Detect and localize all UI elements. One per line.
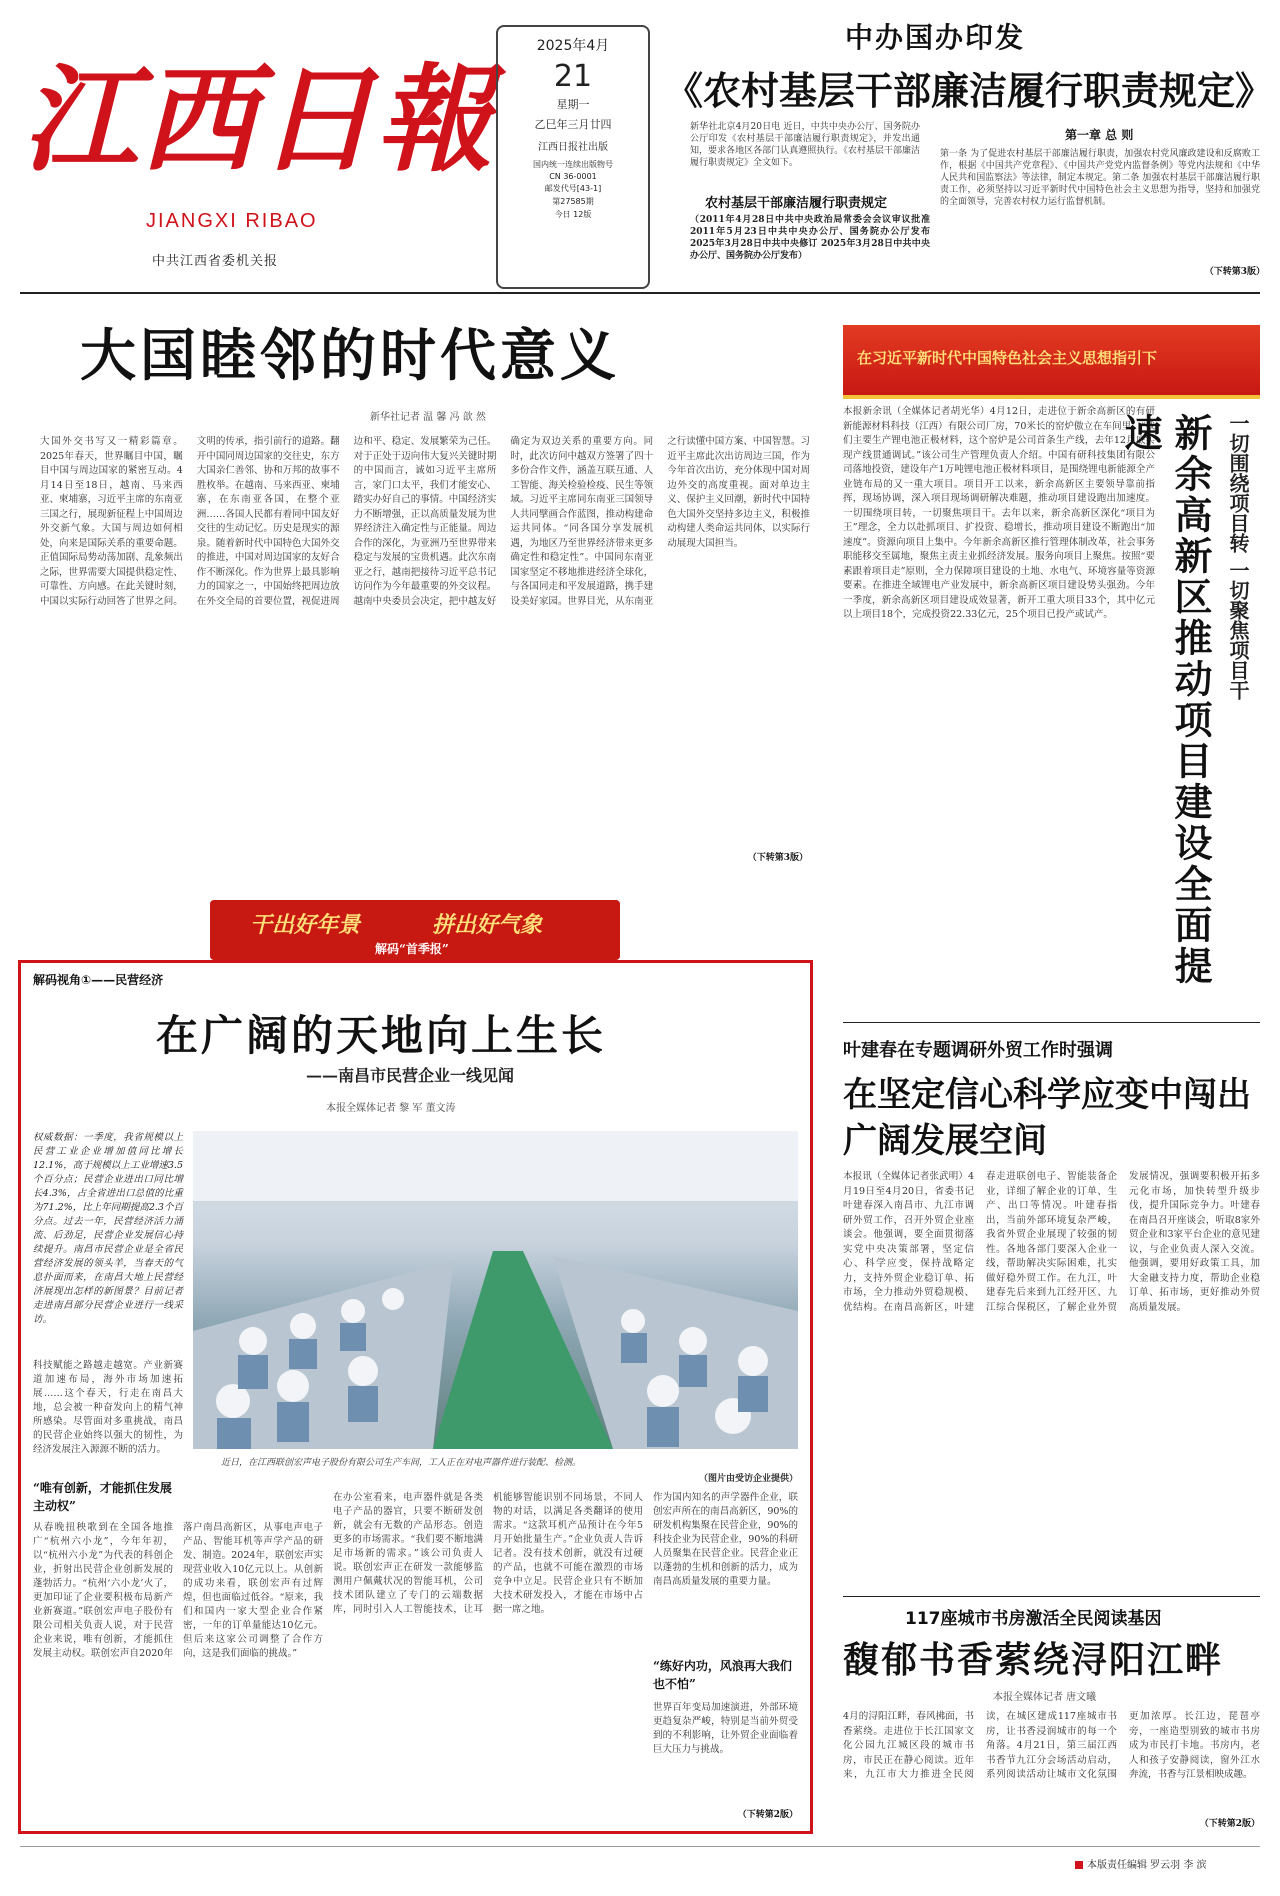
feature-photo: [193, 1131, 798, 1449]
side-story-slogan: 一切围绕项目转 一切聚焦项目干: [1226, 413, 1250, 700]
red-banner-text: 在习近平新时代中国特色社会主义思想指引下: [857, 349, 1158, 367]
feature-body-1: 科技赋能之路越走越宽。产业新赛道加速布局，海外市场加速拓展……这个春天，行走在南昌大地，总会被一种奋发向上的精气神所感染。尽管面对多重挑战，南昌的民营企业始终以强大的韧性，为经济发展注入源源不断的活力。: [33, 1360, 183, 1455]
feature-series: 解码视角①——民营经济: [33, 973, 164, 987]
top-story-headline: 《农村基层干部廉洁履行职责规定》: [665, 68, 1274, 113]
lead-article: [20, 300, 820, 880]
feature-body-4: 作为国内知名的声学器件企业，联创宏声所在的南昌高新区，90%的研发机构集聚在民营企业，90%的科技企业为民营企业，90%的科研人员聚集在民营企业。民营企业正以蓬勃的生机和创新的活力，成为南昌高质量发展的重要力量。: [653, 1492, 798, 1587]
feature-banner-left: 干出好年景: [250, 913, 361, 938]
lead-headline: 大国睦邻的时代意义: [80, 324, 620, 389]
second-story-headline: 在坚定信心科学应变中闯出广阔发展空间: [843, 1075, 1251, 1161]
masthead-pinyin: JIANGXI RIBAO: [146, 210, 318, 232]
footer-square-icon: [1075, 1861, 1083, 1869]
feature-subhead-1: “唯有创新，才能抓住发展主动权”: [33, 1481, 172, 1513]
feature-banner: [210, 900, 620, 960]
date-pages: 今日 12版: [554, 210, 592, 219]
date-cn: CN 36-0001: [549, 172, 597, 181]
date-cn-label: 国内统一连续出版物号: [533, 160, 613, 169]
date-publisher: 江西日报社出版: [538, 142, 608, 153]
side-story-body: 本报新余讯（全媒体记者胡光华）4月12日，走进位于新余高新区的有研新能源材料科技（江西）有限公司厂房，70米长的窑炉傲立在车间里。“我们主要生产锂电池正极材料，这个窑炉是公司首条生产线，去年12月底实现产线贯通调试。”该公司生产管理负责人介绍。中国有研科技集团有限公司落地投资，建设年产1万吨锂电池正极材料项目，是围绕锂电新能源全产业链布局的又一重大项目。项目开工以来，新余高新区主要领导靠前指挥，现场协调，深入项目现场调研解决难题，推动项目建设跑出加速度。一切围绕项目转，一切聚焦项目干。去年以来，新余高新区深化“项目为王”理念，全力以赴抓项目、扩投资、稳增长，推动项目建设不断跑出“加速度”。资源向项目上集中。今年新余高新区推行管理体制改革，社会事务职能移交至属地，聚焦主责主业抓经济发展。服务向项目上聚焦。按照“要素跟着项目走”原则，全力保障项目建设的土地、水电气、环境容量等资源要素。在推进全域锂电产业发展中，新余高新区项目建设势头强劲。今年一季度，新余高新区项目建设成效显著，新开工重大项目33个，其中亿元以上项目18个，完成投资22.33亿元，25个项目已投产或试产。: [843, 406, 1155, 620]
lead-body: 大国外交书写又一精彩篇章。2025年春天，世界瞩目中国，瞩目中国与周边国家的紧密互动。4月14日至18日，越南、马来西亚、柬埔寨，习近平主席的东南亚三国之行，展现新征程上中国周边外交新气象。大国与周边如何相处，向来是国际关系的重要命题。正值国际局势动荡加剧、乱象频出之际，世界需要大国提供稳定性、可靠性、方向感。在此关键时刻，中国以实际行动回答了世界之问。文明的传承，指引前行的道路。翻开中国同周边国家的交往史，东方大国亲仁善邻、协和万邦的故事不胜枚举。在越南、马来西亚、柬埔寨，在东南亚各国，在整个亚洲……各国人民都有着同中国友好交往的生动记忆。历史是现实的源泉。随着新时代中国特色大国外交的推进，中国对周边国家的友好合作不断深化。作为世界上最具影响力的国家之一，中国始终把周边放在外交全局的首要位置，视促进周边和平、稳定、发展繁荣为己任。对于正处于迈向伟大复兴关键时期的中国而言，诚如习近平主席所言，家门口太平，我们才能安心、踏实办好自己的事情。中国经济实力不断增强，正以高质量发展为世界经济注入确定性与正能量。周边合作的深化，为亚洲乃至世界带来稳定与发展的宝贵机遇。此次东南亚之行，越南把接待习近平总书记访问作为今年最重要的外交议程。越南中央委员会决定，把中越友好确定为双边关系的重要方向。同时，此次访问中越双方签署了四十多份合作文件，涵盖互联互通、人工智能、海关检验检疫、民生等领域。习近平主席同东南亚三国领导人共同擘画合作蓝图，推动构建命运共同体。“同各国分享发展机遇，为地区乃至世界经济带来更多确定性和稳定性”。中国同东南亚国家坚定不移地推进经济全球化，与各国同走和平发展道路，携手建设美好家园。世界目光，从东南亚之行读懂中国方案、中国智慧。习近平主席此次出访周边三国，作为今年首次出访，充分体现中国对周边外交的高度重视。面对单边主义、保护主义回潮，新时代中国特色大国外交坚持多边主义，积极推动构建人类命运共同体，以实际行动展现大国担当。: [40, 436, 810, 607]
feature-body-3: 在办公室看来，电声器件就是各类电子产品的器官，只要不断研发创新，就会有无数的产品形态。创造更多的市场需求。“我们要不断地满足市场新的需求。”该公司负责人说。联创宏声正在研发一款能够监测用户佩戴状况的智能耳机，公司技术团队建立了专门的云端数据库，同时引入人工智能技术，让耳机能够智能识别不同场景，不同人物的对话，以满足各类翻译的使用需求。“这款耳机产品预计在今年5月开始批量生产。”企业负责人告诉记者。没有技术创新，就没有过硬的产品，也就不可能在激烈的市场竞争中立足。民营企业只有不断加大技术研发投入，才能在市场中占据一席之地。: [333, 1492, 643, 1615]
side-story: [843, 405, 1260, 1015]
feature-body-2: 从春晚扭秧歌到在全国各地推广“杭州六小龙”，今年年初，以“杭州六小龙”为代表的科创企业，折射出民营企业创新发展的蓬勃活力。“杭州‘六小龙’火了，更加印证了企业要积极布局新产业新赛道。”联创宏声电子股份有限公司相关负责人说，对于民营企业来说，唯有创新，才能抓住发展主动权。联创宏声自2020年落户南昌高新区，从事电声电子产品、智能耳机等声学产品的研发、制造。2024年，联创宏声实现营业收入10亿元以上。从创新的成功来看，联创宏声有过辉煌，但也面临过低谷。“原来，我们和国内一家大型企业合作紧密，一年的订单量能达10亿元。但后来这家公司调整了合作方向，这是我们面临的挑战。”: [33, 1522, 323, 1659]
feature-box: [18, 960, 813, 1834]
feature-headline: 在广阔的天地向上生长: [156, 1011, 607, 1060]
top-story-kicker: 中办国办印发: [845, 21, 1026, 54]
second-story: [843, 1032, 1260, 1592]
date-box: [496, 25, 650, 289]
date-lunar: 乙巳年三月廿四: [534, 118, 612, 131]
masthead-organ: 中共江西省委机关报: [152, 254, 279, 269]
lead-jump: （下转第3版）: [744, 850, 808, 863]
lead-byline: 新华社记者 温 馨 冯 歆 然: [370, 412, 486, 423]
top-story: [665, 16, 1274, 281]
feature-subhead-2: “练好内功，风浪再大我们也不怕”: [653, 1659, 792, 1691]
feature-jump: （下转第2版）: [737, 1810, 798, 1820]
masthead-logo: 江西日報: [22, 52, 494, 188]
top-story-lead: 新华社北京4月20日电 近日，中共中央办公厅、国务院办公厅印发《农村基层干部廉洁履行职责规定》，并发出通知，要求各地区各部门认真遵照执行。《农村基层干部廉洁履行职责规定》全文如下。: [690, 122, 920, 168]
feature-body-5: 世界百年变局加速演进，外部环境更趋复杂严峻，特别是当前外贸受到的不利影响，让外贸企业面临着巨大压力与挑战。: [653, 1702, 798, 1755]
feature-banner-sub: 解码“首季报”: [375, 942, 449, 956]
feature-banner-right: 拼出好气象: [432, 913, 543, 938]
feature-caption: 近日，在江西联创宏声电子股份有限公司生产车间，工人正在对电声器件进行装配、检测。: [221, 1458, 582, 1468]
top-story-jump: （下转第3版）: [1204, 267, 1265, 277]
third-story-kicker: 117座城市书房激活全民阅读基因: [905, 1609, 1162, 1629]
second-story-body: 本报讯（全媒体记者张武明）4月19日至4月20日，省委书记叶建春深入南昌市、九江市调研外贸工作，召开外贸企业座谈会。他强调，要全面贯彻落实党中央决策部署，坚定信心、科学应变，保持战略定力，支持外贸企业稳订单、拓市场，全力推动外贸稳规模、优结构。在南昌高新区，叶建春走进联创电子、智能装备企业，详细了解企业的订单、生产、出口等情况。叶建春指出，当前外部环境复杂严峻，我省外贸企业展现了较强的韧性。各地各部门要深入企业一线，帮助解决实际困难，扎实做好稳外贸工作。在九江，叶建春先后来到九江经开区、九江综合保税区，了解企业外贸发展情况，强调要积极开拓多元化市场，加快转型升级步伐，提升国际竞争力。叶建春在南昌召开座谈会，听取8家外贸企业和3家平台企业的意见建议，与企业负责人深入交流。他强调，要用好政策工具，加大金融支持力度，帮助企业稳订单、拓市场，更好推动外贸高质量发展。: [843, 1171, 1260, 1313]
divider-right-2: [843, 1596, 1260, 1597]
feature-subhead: ——南昌市民营企业一线见闻: [306, 1066, 515, 1085]
third-story: [843, 1602, 1260, 1832]
footer-editors: [1075, 1856, 1260, 1876]
divider-right-1: [843, 1022, 1260, 1023]
footer-editors-text: 本版责任编辑 罗云羽 李 滨: [1087, 1860, 1207, 1871]
date-year-month: 2025年4月: [536, 38, 610, 54]
feature-intro: 权威数据：一季度，我省规模以上民营工业企业增加值同比增长12.1%，高于规模以上工业增速3.5个百分点；民营企业进出口同比增长4.3%，占全省进出口总值的比重为71.2%，比上年同期提高2.3个百分点。过去一年，民营经济活力涌流、后劲足，民营企业发展信心持续提升。南昌市民营企业是全省民营经济发展的领头羊，当春天的气息扑面而来，在南昌大地上民营经济展现出怎样的新图景？目前记者走进南昌部分民营企业进行一线采访。: [33, 1132, 183, 1325]
side-story-headline: 新余高新区推动项目建设全面提速: [1118, 413, 1212, 987]
date-postal: 邮发代号[43-1]: [544, 184, 602, 193]
top-story-body: 第一条 为了促进农村基层干部廉洁履行职责，加强农村党风廉政建设和反腐败工作，根据《中国共产党章程》、《中国共产党党内监督条例》等党内法规和《中华人民共和国监察法》等法律，制定本规定。第二条 加强农村基层干部廉洁履行职责工作，必须坚持以习近平新时代中国特色社会主义思想为指导，坚持和加强党的全面领导，完善农村权力运行监督机制。: [940, 149, 1260, 207]
top-story-doc-title: 农村基层干部廉洁履行职责规定: [705, 196, 888, 211]
date-issue: 第27585期: [552, 197, 594, 206]
divider-top: [20, 292, 1260, 294]
feature-credit: （图片由受访企业提供）: [698, 1474, 798, 1484]
top-story-chapter: 第一章 总 则: [1065, 128, 1134, 142]
third-story-byline: 本报全媒体记者 唐文曦: [993, 1692, 1097, 1703]
feature-byline: 本报全媒体记者 黎 军 董文涛: [326, 1103, 456, 1114]
third-story-body: 4月的浔阳江畔，春风拂面，书香萦绕。走进位于长江国家文化公园九江城区段的城市书房，市民正在静心阅读。近年来，九江市大力推进全民阅读，在城区建成117座城市书房，让书香浸润城市的每一个角落。4月21日，第三届江西书香节九江分会场活动启动，系列阅读活动让城市文化氛围更加浓厚。长江边，琵琶亭旁，一座造型别致的城市书房成为市民打卡地。书房内，老人和孩子安静阅读，窗外江水奔流，书香与江景相映成趣。: [843, 1711, 1260, 1780]
date-weekday: 星期一: [556, 98, 590, 111]
factory-photo-illustration: [193, 1131, 798, 1449]
second-story-kicker: 叶建春在专题调研外贸工作时强调: [843, 1040, 1113, 1061]
footer-rule: [20, 1846, 1260, 1847]
date-day: 21: [553, 59, 593, 94]
red-banner: [843, 325, 1260, 399]
top-story-doc-note: （2011年4月28日中共中央政治局常委会会议审议批准 2011年5月23日中共中央办公厅、国务院办公厅发布 2025年3月28日中共中央修订 2025年3月28日中共中央办公厅、国务院办公厅发布）: [690, 215, 930, 261]
third-story-headline: 馥郁书香萦绕浔阳江畔: [843, 1640, 1224, 1681]
third-story-jump: （下转第2版）: [1199, 1819, 1260, 1829]
